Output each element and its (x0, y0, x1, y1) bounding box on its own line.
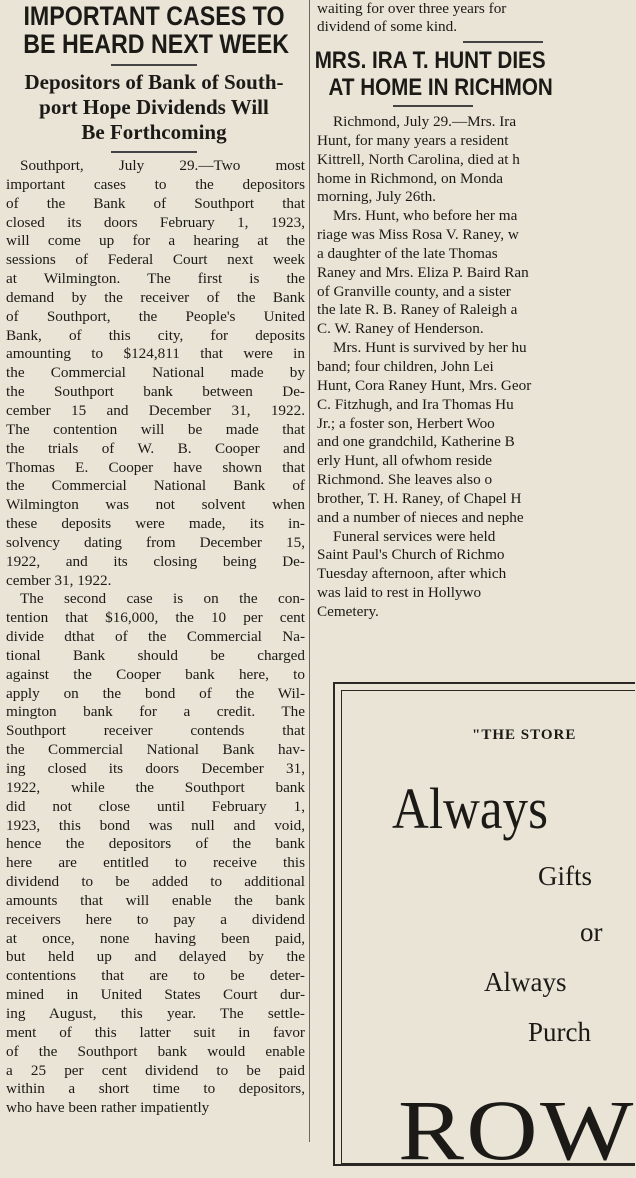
body-line: apply on the bond of the Wil- (6, 684, 305, 702)
body-line: amounts that will enable the bank (6, 891, 305, 909)
body-line: of the Southport bank would enable (6, 1042, 305, 1060)
subhead-divider (111, 151, 197, 153)
body-line: of Southport, the People's United (6, 307, 305, 325)
body-line: Raney and Mrs. Eliza P. Baird Ran (317, 263, 529, 281)
body-line: here are entitled to receive this (6, 854, 305, 872)
body-line: the Southport bank between De- (6, 383, 305, 401)
body-line: Wilmington was not solvent when (6, 496, 305, 514)
body-line: Bank, of this city, for deposits (6, 326, 305, 344)
body-line: hence the depositors of the bank (6, 835, 305, 853)
body-line: and a number of nieces and nephe (317, 508, 524, 526)
left-article (0, 0, 308, 1142)
body-line: did not close until February 1, (6, 797, 305, 815)
body-line: contentions that are to be deter- (6, 967, 305, 985)
body-line: mington bank for a credit. The (6, 703, 305, 721)
body-line: morning, July 26th. (317, 188, 436, 206)
body-line: 1922, and its closing being De- (6, 552, 305, 570)
body-line: was laid to rest in Hollywo (317, 584, 482, 602)
body-line: home in Richmond, on Monda (317, 169, 504, 187)
body-line: divide dthat of the Commercial Na- (6, 628, 305, 646)
body-line: the trials of W. B. Cooper and (6, 439, 305, 457)
body-line: receivers here to pay a dividend (6, 910, 305, 928)
body-line: tention that $16,000, the 10 per cent (6, 609, 305, 627)
body-line: solvency dating from December 15, (6, 533, 305, 551)
headline-divider (111, 64, 197, 66)
body-line: Mrs. Hunt, who before her ma (333, 207, 518, 225)
body-line: ing August, this year. The settle- (6, 1004, 305, 1022)
ad-line: Purch (528, 1017, 591, 1047)
body-line: Richmond. She leaves also o (317, 471, 493, 489)
headline-line: MRS. IRA T. HUNT DIES (314, 47, 546, 74)
body-line: cember 15 and December 31, 1922. (6, 401, 305, 419)
body-line: against the Cooper bank here, to (6, 665, 305, 683)
headline-line: BE HEARD NEXT WEEK (23, 29, 290, 59)
subhead-line: Be Forthcoming (81, 120, 227, 144)
body-line: ment of this latter suit in favor (6, 1023, 305, 1041)
article-subhead (4, 70, 304, 145)
body-line: Cemetery. (317, 602, 379, 620)
continued-line: waiting for over three years for (317, 0, 507, 17)
continued-text (313, 0, 605, 36)
subhead-line: port Hope Dividends Will (39, 95, 269, 119)
continued-line: dividend of some kind. (317, 18, 458, 35)
ad-store-line: "THE STORE (472, 727, 577, 743)
subhead-line: Depositors of Bank of South- (24, 70, 284, 94)
ad-line: Gifts (538, 861, 592, 891)
obituary-headline (313, 47, 564, 101)
advertisement (333, 682, 636, 1178)
body-line: C. Fitzhugh, and Ira Thomas Hu (317, 395, 514, 413)
body-line: but held up and delayed by the (6, 948, 305, 966)
body-line: ing closed its doors December 31, (6, 760, 305, 777)
body-line: Southport, July 29.—Two most (20, 157, 305, 174)
body-line: of the Bank of Southport that (6, 194, 305, 212)
body-line: closed its doors February 1, 1923, (6, 213, 305, 231)
body-line: demand by the receiver of the Bank (6, 288, 305, 306)
body-line: brother, T. H. Raney, of Chapel H (317, 489, 522, 507)
body-line: within a short time to depositors, (6, 1080, 305, 1098)
body-line: these deposits were made, its in- (6, 515, 305, 533)
body-line: tional Bank should be charged (6, 646, 305, 664)
body-line: Mrs. Hunt is survived by her hu (333, 339, 527, 357)
body-line: a daughter of the late Thomas (317, 244, 498, 262)
body-line: Tuesday afternoon, after which (317, 565, 507, 583)
body-line: Funeral services were held (333, 527, 496, 545)
ad-headline: Always (392, 776, 548, 841)
body-line: riage was Miss Rosa V. Raney, w (317, 226, 519, 244)
column-rule (309, 0, 310, 1142)
body-line: sessions of Federal Court next week (6, 251, 305, 269)
body-line: Hunt, Cora Raney Hunt, Mrs. Geor (317, 376, 532, 394)
body-line: dividend to be added to additional (6, 873, 305, 891)
ad-line: Always (484, 967, 567, 997)
body-line: C. W. Raney of Henderson. (317, 320, 484, 338)
headline-line: IMPORTANT CASES TO (23, 1, 285, 31)
body-line: the Commercial National Bank hav- (6, 741, 305, 759)
section-divider (463, 41, 543, 43)
body-line: Richmond, July 29.—Mrs. Ira (333, 113, 517, 130)
body-line: the late R. B. Raney of Raleigh a (317, 301, 518, 319)
body-line: important cases to the depositors (6, 175, 305, 193)
body-line: the Commercial National made by (6, 364, 305, 382)
advertisement-border (341, 690, 636, 1178)
body-line: at Wilmington. The first is the (6, 270, 305, 288)
body-line: of Granville county, and a sister (317, 282, 511, 300)
article-body (0, 157, 308, 1118)
body-line: will come up for a hearing at the (6, 232, 305, 250)
body-line: The contention will be made that (6, 420, 305, 438)
body-line: Southport receiver contends that (6, 722, 305, 740)
body-line: a 25 per cent dividend to be paid (6, 1061, 305, 1079)
right-column (313, 0, 636, 1178)
obituary-body (313, 113, 605, 622)
body-line: Jr.; a foster son, Herbert Woo (317, 414, 495, 432)
body-line: 1922, while the Southport bank (6, 778, 305, 796)
headline-line: AT HOME IN RICHMON (328, 74, 553, 101)
body-line: who have been rather impatiently (6, 1099, 210, 1117)
body-line: band; four children, John Lei (317, 357, 494, 375)
body-line: Hunt, for many years a resident (317, 131, 509, 149)
body-line: erly Hunt, all ofwhom reside (317, 452, 493, 470)
body-line: amounting to $124,811 that were in (6, 345, 305, 363)
ad-store-name: ROW (398, 1082, 636, 1178)
body-line: Thomas E. Cooper have shown that (6, 458, 305, 476)
body-line: cember 31, 1922. (6, 571, 112, 589)
headline-divider (393, 105, 473, 107)
body-line: mined in United States Court dur- (6, 986, 305, 1004)
body-line: 1923, this bond was null and void, (6, 816, 305, 834)
article-headline (23, 1, 290, 59)
body-line: Saint Paul's Church of Richmo (317, 546, 505, 564)
ad-line: or (580, 917, 603, 947)
body-line: the Commercial National Bank of (6, 477, 305, 495)
body-line: at once, none having been paid, (6, 929, 305, 947)
body-line: and one grandchild, Katherine B (317, 433, 515, 451)
body-line: Kittrell, North Carolina, died at h (317, 150, 520, 168)
body-line: The second case is on the con- (20, 590, 305, 608)
